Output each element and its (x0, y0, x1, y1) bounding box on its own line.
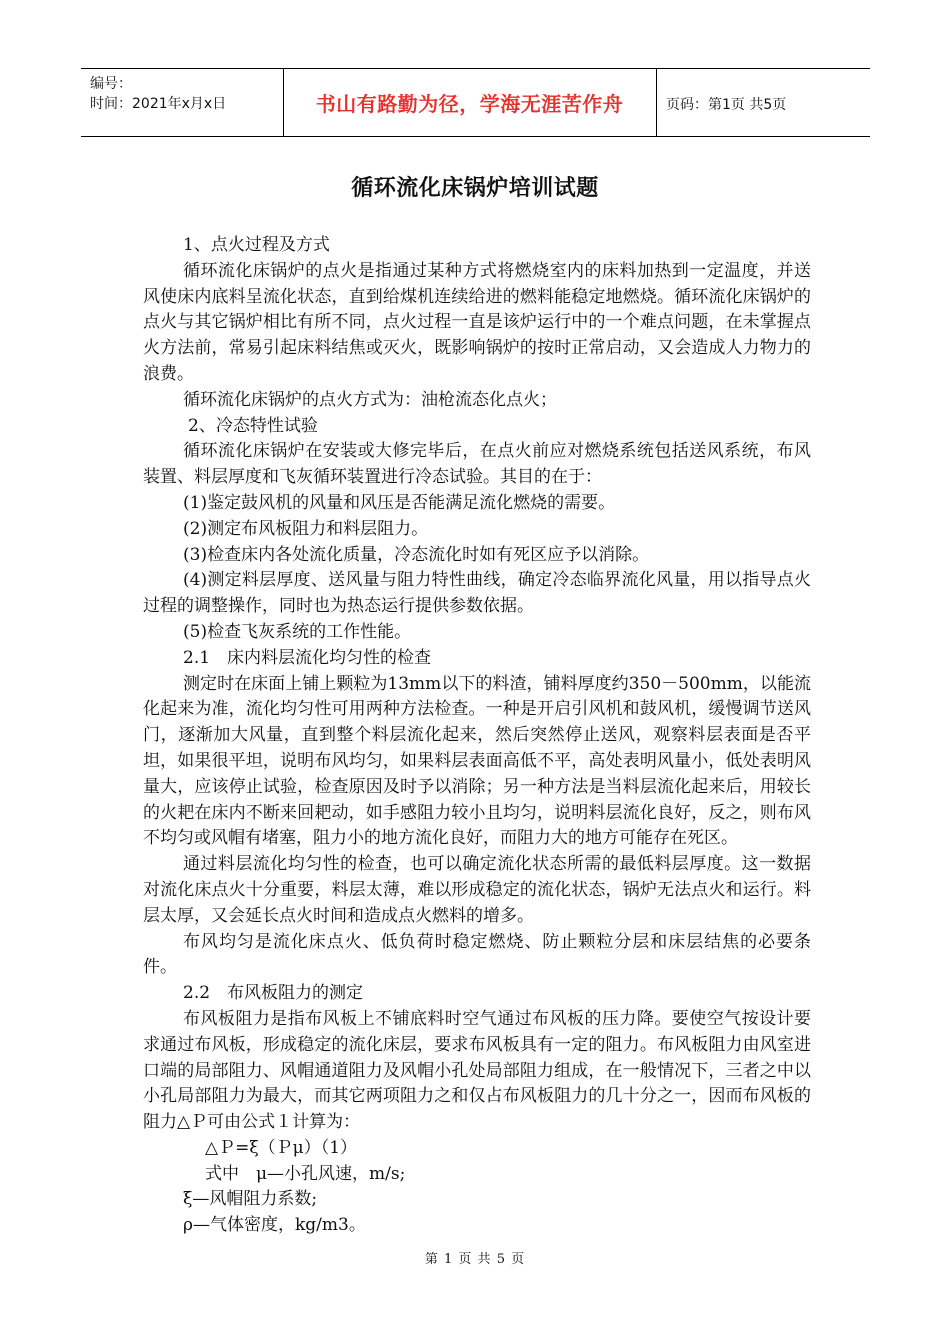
paragraph-cold-test-intro: 循环流化床锅炉在安装或大修完毕后，在点火前应对燃烧系统包括送风系统，布风装置、料层厚度和飞灰循环装置进行冷态试验。其目的在于： (143, 441, 811, 488)
paragraph-ignition-method: 循环流化床锅炉的点火方式为：油枪流态化点火； (183, 389, 557, 410)
paragraph-ignition-intro: 循环流化床锅炉的点火是指通过某种方式将燃烧室内的床料加热到一定温度，并送风使床内底料呈流化状态，直到给煤机连续给进的燃料能稳定地燃烧。循环流化床锅炉的点火与其它锅炉相比有所不同，点火过程一直是该炉运行中的一个难点问题，在未掌握点火方法前，常易引起床料结焦或灭火，既影响锅炉的按时正常启动，又会造成人力物力的浪费。 (143, 260, 811, 384)
header-top-rule (81, 68, 870, 69)
header-page-number: 页码：第1页 共5页 (666, 97, 787, 113)
document-date: 时间：2021年x月x日 (90, 96, 227, 112)
list-item-1: (1)鉴定鼓风机的风量和风压是否能满足流化燃烧的需要。 (183, 492, 616, 513)
list-item-5: (5)检查飞灰系统的工作性能。 (183, 621, 412, 642)
section-heading-cold-test: 2、冷态特性试验 (188, 415, 318, 436)
document-title: 循环流化床锅炉培训试题 (351, 176, 599, 201)
formula: △Ｐ=ξ（Ｐμ）（1） (205, 1137, 358, 1158)
section-heading-ignition: 1、点火过程及方式 (183, 235, 330, 255)
header-bottom-rule (81, 136, 870, 137)
document-body (143, 233, 811, 1239)
header-meta (90, 74, 226, 114)
list-item-4: (4)测定料层厚度、送风量与阻力特性曲线，确定冷态临界流化风量，用以指导点火过程的调整操作，同时也为热态运行提供参数依据。 (143, 570, 811, 617)
header-motto: 书山有路勤为径，学海无涯苦作舟 (315, 92, 624, 116)
formula-where-xi: ξ—风帽阻力系数; (183, 1189, 318, 1210)
list-item-3: (3)检查床内各处流化质量，冷态流化时如有死区应予以消除。 (183, 544, 650, 565)
formula-where-mu: 式中 μ—小孔风速，m/s; (205, 1163, 406, 1184)
header-divider-right (656, 68, 657, 136)
paragraph-plate-resistance: 布风板阻力是指布风板上不铺底料时空气通过布风板的压力降。要使空气按设计要求通过布风板，形成稳定的流化床层，要求布风板具有一定的阻力。布风板阻力由风室进口端的局部阻力、风帽通道阻力及风帽小孔处局部阻力组成，在一般情况下，三者之中以小孔局部阻力为最大，而其它两项阻力之和仅占布风板阻力的几十分之一，因而布风板的阻力△Ｐ可由公式１计算为： (143, 1008, 811, 1133)
paragraph-uniformity-check: 测定时在床面上铺上颗粒为13mm以下的料渣，铺料厚度约350－500mm，以能流化起来为准，流化均匀性可用两种方法检查。一种是开启引风机和鼓风机，缓慢调节送风门，逐渐加大风量，直到整个料层流化起来，然后突然停止送风，观察料层表面是否平坦，如果很平坦，说明布风均匀，如果料层表面高低不平，高处表明风量小，低处表明风量大，应该停止试验，检查原因及时予以消除；另一种方法是当料层流化起来后，用较长的火耙在床内不断来回耙动，如手感阻力较小且均匀，说明料层流化良好，反之，则布风不均匀或风帽有堵塞，阻力小的地方流化良好，而阻力大的地方可能存在死区。 (143, 673, 811, 849)
list-item-2: (2)测定布风板阻力和料层阻力。 (183, 518, 429, 539)
formula-where-rho: ρ—气体密度，kg/m3。 (183, 1215, 366, 1236)
section-heading-2-1: 2.1 床内料层流化均匀性的检查 (183, 647, 432, 668)
paragraph-uniform-air: 布风均匀是流化床点火、低负荷时稳定燃烧、防止颗粒分层和床层结焦的必要条件。 (143, 931, 811, 978)
section-heading-2-2: 2.2 布风板阻力的测定 (183, 983, 364, 1004)
page-footer: 第 1 页 共 5 页 (424, 1252, 526, 1267)
paragraph-min-thickness: 通过料层流化均匀性的检查，也可以确定流化状态所需的最低料层厚度。这一数据对流化床点火十分重要，料层太薄，难以形成稳定的流化状态，锅炉无法点火和运行。料层太厚，又会延长点火时间和造成点火燃料的增多。 (143, 854, 811, 926)
document-number: 编号： (90, 76, 132, 92)
